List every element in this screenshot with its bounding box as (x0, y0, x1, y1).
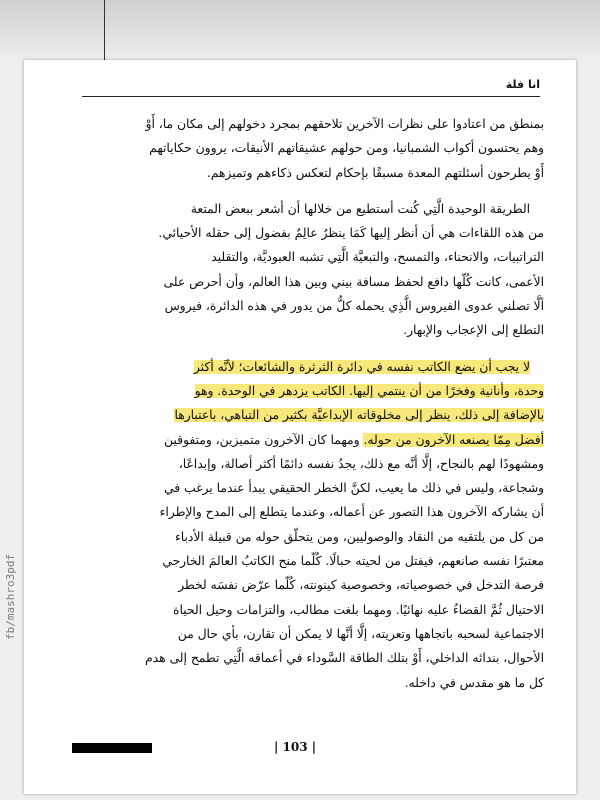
text-line (74, 294, 544, 318)
text-line (74, 379, 544, 403)
text-line (74, 452, 544, 476)
line-text: فرصة التدخل في خصوصياته، وخصوصية كينونته، كُلّما عرّض نفسَه لخطر (178, 578, 544, 593)
text-line (74, 245, 544, 269)
book-page (24, 60, 576, 794)
line-text: أَوْ يطرحون أسئلتهم المعدة مسبقًا بإحكام لتعكس ذكاءهم وتميزهم. (206, 165, 544, 180)
paragraph-gap (74, 343, 544, 355)
line-text: أن يشاركه الآخرون هذا التصور عن أعماله، وعندما يتطلع إلى المدح والإطراء (159, 505, 544, 520)
text-line (74, 476, 544, 500)
text-line (74, 525, 544, 549)
line-text: ألَّا تصلني عدوى الفيروس الَّذِي يحمله كلُّ من يدور في هذه الدائرة، فيروس (164, 299, 544, 314)
running-header (82, 80, 540, 97)
page-number: | 103 | (274, 740, 317, 754)
text-line (74, 428, 544, 452)
paragraph-gap (74, 185, 544, 197)
text-line (74, 646, 544, 670)
text-line (74, 403, 544, 427)
text-line (74, 622, 544, 646)
page-footer (24, 740, 576, 760)
page-body (74, 112, 544, 695)
line-text: بمنطق من اعتادوا على نظرات الآخرين تلاحقهم بمجرد دخولهم إلى مكان ما، أَوْ (145, 117, 544, 131)
line-text: الاجتماعية لسحبه باتجاهها وتعريته، إلَّا أنَّها لا يمكن أن تقارن، بأي حال من (177, 626, 544, 641)
header-title: انا فلة (505, 78, 540, 91)
line-text: الاحتيال ثُمَّ القضاءُ عليه نهائيًا. ومهما بلغت مطالب، والتزامات وحيل الحياة (173, 602, 544, 617)
line-text: وهم يحتسون أكواب الشمبانيا، ومن حولهم عشيقاتهم الأنيقات، يروون حكاياتهم (149, 141, 544, 156)
text-line (74, 136, 544, 160)
line-text: ومهما كان الآخرون متميزين، ومتفوقين (164, 432, 364, 447)
line-text: التطلع إلى الإعجاب والإبهار. (403, 323, 544, 338)
highlighted-text: بالإضافة إلى ذلك، ينظر إلى مخلوقاته الإبداعيَّة بكثير من التباهي، باعتبارها (174, 408, 544, 423)
text-line (74, 197, 544, 221)
text-line (74, 598, 544, 622)
text-line (74, 161, 544, 185)
text-line (74, 318, 544, 342)
text-line (74, 549, 544, 573)
source-watermark: fb/mashro3pdf (4, 553, 17, 640)
text-line (74, 112, 544, 136)
text-line (74, 270, 544, 294)
text-line (74, 500, 544, 524)
line-text: معتبرًا نفسه صانعهم، فيفتل من لحيته حبالًا. كُلّما منح الكاتبُ العالمَ الخارجي (162, 554, 544, 569)
highlighted-text: لا يجب أن يضع الكاتب نفسه في دائرة الثرثرة والشائعات؛ لأنَّه أكثر (193, 359, 530, 374)
highlighted-text: أفضل مِمّا يصنعه الآخرون من حوله. (363, 432, 544, 447)
text-line (74, 355, 544, 379)
redaction-bar (72, 743, 152, 753)
text-line (74, 573, 544, 597)
line-text: الطريقة الوحيدة الَّتِي كُنت أستطيع من خلالها أن أشعر ببعض المتعة (190, 201, 530, 216)
line-text: الأعمى، كانت كُلّها دافع لحفظ مسافة بيني وبين هذا العالم، وأن أحرص على (163, 274, 544, 289)
line-text: ومشهودًا لهم بالنجاح، إلَّا أنَّه مع ذلك، يجدُ نفسه دائمًا أكثر أصالة، وإبداعًا، (178, 456, 544, 471)
line-text: من هذه اللقاءات هي أن أنظر إليها كَمَا ينظرُ عالِمٌ بفضول إلى حقله الأحيائي. (158, 226, 544, 241)
highlighted-text: وحدة، وأنانية وفخرًا من أن ينتمي إليها. الكاتب يزدهر في الوحدة. وهو (194, 383, 544, 398)
line-text: وشجاعة، وليس في ذلك ما يعيب، لكنَّ الخطر الحقيقي يبدأ عندما يرغب في (163, 481, 544, 496)
line-text: الأحوال، بندائه الداخلي، أَوْ بتلك الطاقة السَّوداء في أعماقه الَّتِي تطمح إلى هدم (145, 651, 544, 666)
line-text: من كل من يلتقيه من النقاد والوصوليين، ومن يتحلّق حوله من قبيلة الأدباء (174, 529, 544, 544)
text-line (74, 671, 544, 695)
text-line (74, 221, 544, 245)
spine-line (104, 0, 105, 62)
line-text: التراتبيات، والانحناء، والتمسح، والتبعيَّة الَّتِي تشبه العبوديَّة، والتقليد (211, 250, 544, 265)
line-text: كل ما هو مقدس في داخله. (404, 675, 544, 690)
previous-page-edge (0, 0, 600, 58)
